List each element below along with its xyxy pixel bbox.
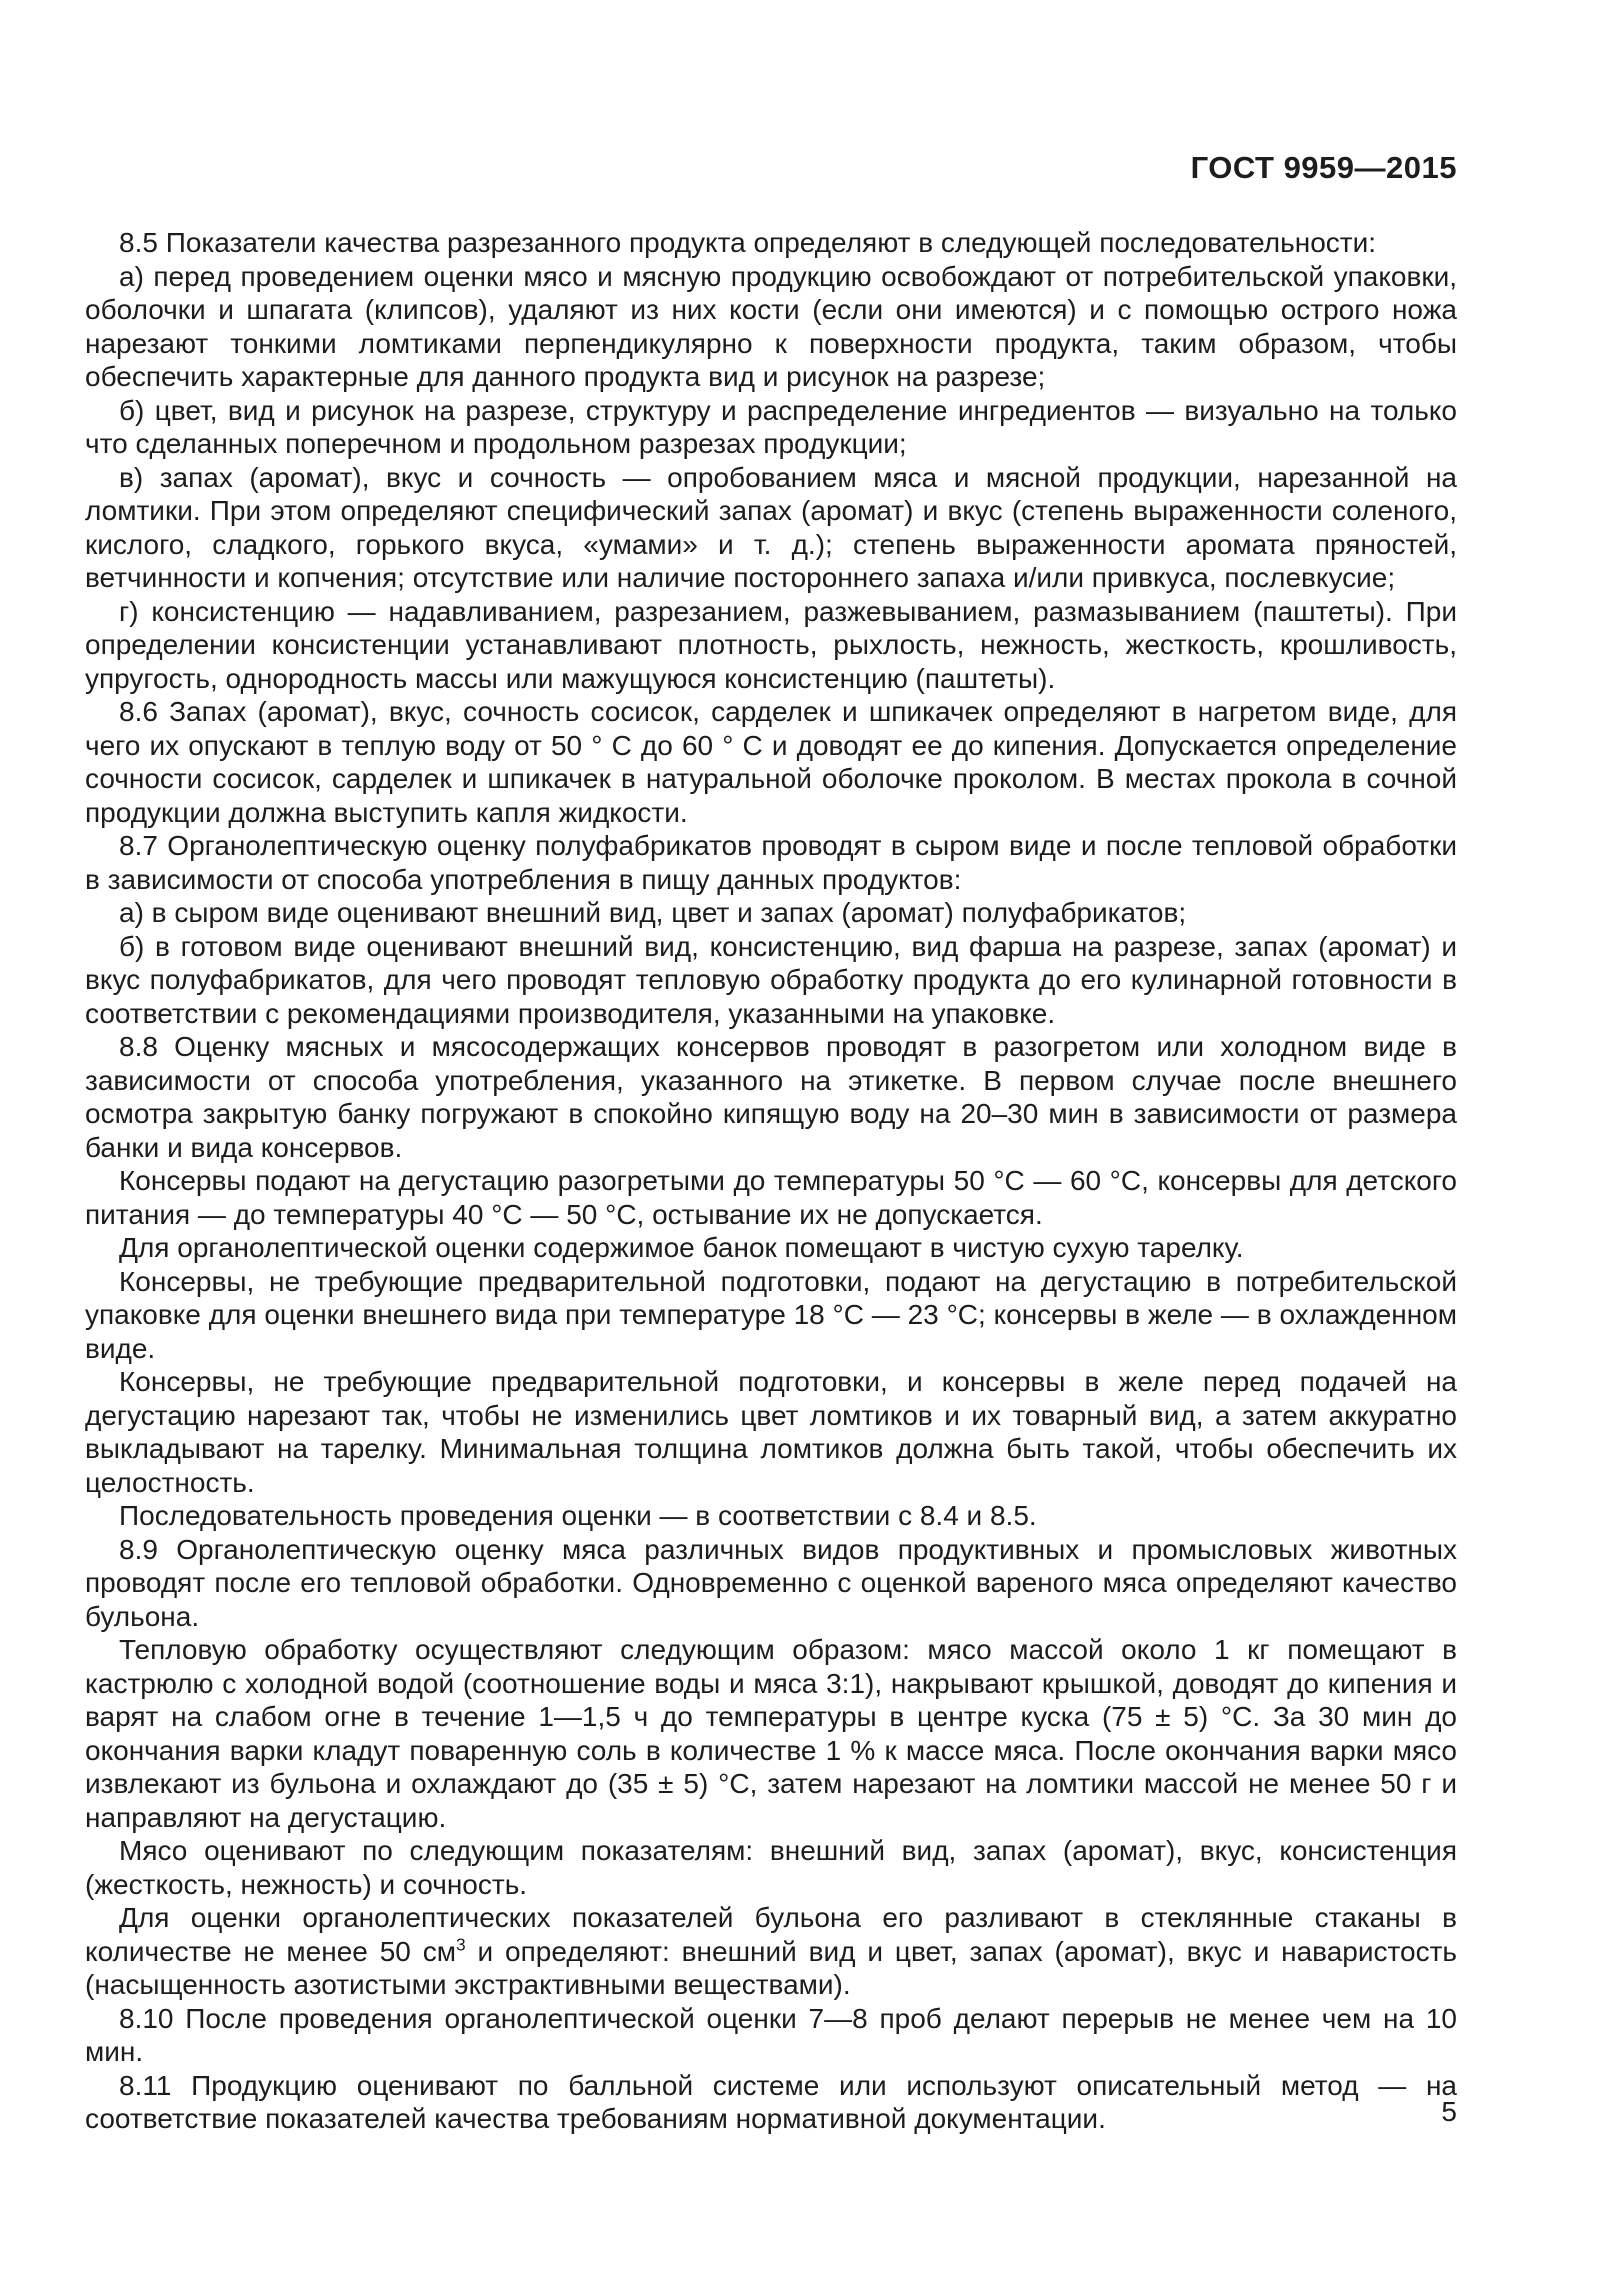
para-8-6: 8.6 Запах (аромат), вкус, сочность сосисок, сарделек и шпикачек определяют в нагретом виде, для чего их опускают в теплую воду от 50 ° С до 60 ° С и доводят ее до кипения. Допускается определение сочности сосисок, сарделек и шпикачек в натуральной оболочке проколом. В местах прокола в сочной продукции должна выступить капля жидкости.	[85, 696, 1457, 828]
document-body	[85, 226, 1457, 2136]
para-no-prep: Консервы, не требующие предварительной подготовки, подают на дегустацию в потребительской упаковке для оценки внешнего вида при температуре 18 °С — 23 °С; консервы в желе — в охлажденном виде.	[85, 1265, 1457, 1364]
para-sequence: Последовательность проведения оценки — в соответствии с 8.4 и 8.5.	[119, 1500, 1037, 1531]
para-no-prep-jelly: Консервы, не требующие предварительной подготовки, и консервы в желе перед подачей на дегустацию нарезают так, чтобы не изменились цвет ломтиков и их товарный вид, а затем аккуратно выкладывают на тарелку. Минимальная толщина ломтиков должна быть такой, чтобы обеспечить их целостность.	[85, 1366, 1457, 1498]
para-8-7-b: б) в готовом виде оценивают внешний вид, консистенцию, вид фарша на разрезе, запах (аромат) и вкус полуфабрикатов, для чего проводят тепловую обработку продукта до его кулинарной готовности в соответствии с рекомендациями производителя, указанными на упаковке.	[85, 930, 1457, 1029]
para-8-5-v: в) запах (аромат), вкус и сочность — опробованием мяса и мясной продукции, нарезанной на ломтики. При этом определяют специфический запах (аромат) и вкус (степень выраженности соленого, кислого, сладкого, горького вкуса, «умами» и т. д.); степень выраженности аромата пряностей, ветчинности и копчения; отсутствие или наличие постороннего запаха и/или привкуса, послевкусие;	[85, 461, 1457, 593]
para-broth-post: и определяют: внешний вид и цвет, запах (аромат), вкус и наваристость (насыщенность азотистыми экстрактивными веществами).	[85, 1935, 1458, 2000]
para-broth-pre: Для оценки органолептических показателей бульона его разливают в стеклянные стаканы в количестве не менее 50 см	[85, 1902, 1457, 1967]
para-8-7-a: а) в сыром виде оценивают внешний вид, цвет и запах (аромат) полуфабрикатов;	[119, 897, 1187, 928]
para-8-9: 8.9 Органолептическую оценку мяса различных видов продуктивных и промысловых животных проводят после его тепловой обработки. Одновременно с оценкой вареного мяса определяют качество бульона.	[85, 1533, 1457, 1632]
page-number: 5	[1441, 2096, 1457, 2127]
para-8-5-g: г) консистенцию — надавливанием, разрезанием, разжевыванием, размазыванием (паштеты). При определении консистенции устанавливают плотность, рыхлость, нежность, жесткость, крошливость, упругость, однородность массы или мажущуюся консистенцию (паштеты).	[85, 595, 1457, 694]
para-8-5-b: б) цвет, вид и рисунок на разрезе, структуру и распределение ингредиентов — визуально на только что сделанных поперечном и продольном разрезах продукции;	[85, 394, 1457, 459]
standard-number-header: ГОСТ 9959—2015	[1190, 150, 1457, 185]
para-canned-serving: Консервы подают на дегустацию разогретыми до температуры 50 °С — 60 °С, консервы для детского питания — до температуры 40 °С — 50 °С, остывание их не допускается.	[85, 1165, 1457, 1230]
para-broth	[85, 1901, 1457, 2002]
para-8-11: 8.11 Продукцию оценивают по балльной системе или используют описательный метод — на соответствие показателей качества требованиям нормативной документации.	[85, 2069, 1457, 2134]
superscript-3: 3	[456, 1934, 466, 1955]
para-8-8: 8.8 Оценку мясных и мясосодержащих консервов проводят в разогретом или холодном виде в зависимости от способа употребления, указанного на этикетке. В первом случае после внешнего осмотра закрытую банку погружают в спокойно кипящую воду на 20–30 мин в зависимости от размера банки и вида консервов.	[85, 1031, 1457, 1163]
para-8-5: 8.5 Показатели качества разрезанного продукта определяют в следующей последовательности:	[119, 227, 1377, 258]
para-8-7: 8.7 Органолептическую оценку полуфабрикатов проводят в сыром виде и после тепловой обработки в зависимости от способа употребления в пищу данных продуктов:	[85, 830, 1457, 895]
para-heat-treatment: Тепловую обработку осуществляют следующим образом: мясо массой около 1 кг помещают в кастрюлю с холодной водой (соотношение воды и мяса 3:1), накрывают крышкой, доводят до кипения и варят на слабом огне в течение 1—1,5 ч до температуры в центре куска (75 ± 5) °С. За 30 мин до окончания варки кладут поваренную соль в количестве 1 % к массе мяса. После окончания варки мясо извлекают из бульона и охлаждают до (35 ± 5) °С, затем нарезают на ломтики массой не менее 50 г и направляют на дегустацию.	[85, 1634, 1457, 1833]
para-8-5-a: а) перед проведением оценки мясо и мясную продукцию освобождают от потребительской упаковки, оболочки и шпагата (клипсов), удаляют из них кости (если они имеются) и с помощью острого ножа нарезают тонкими ломтиками перпендикулярно к поверхности продукта, таким образом, чтобы обеспечить характерные для данного продукта вид и рисунок на разрезе;	[85, 260, 1457, 392]
para-8-10: 8.10 После проведения органолептической оценки 7—8 проб делают перерыв не менее чем на 10 мин.	[85, 2002, 1457, 2067]
para-canned-plate: Для органолептической оценки содержимое банок помещают в чистую сухую тарелку.	[119, 1232, 1244, 1263]
para-meat-indicators: Мясо оценивают по следующим показателям: внешний вид, запах (аромат), вкус, консистенция (жесткость, нежность) и сочность.	[85, 1835, 1457, 1900]
